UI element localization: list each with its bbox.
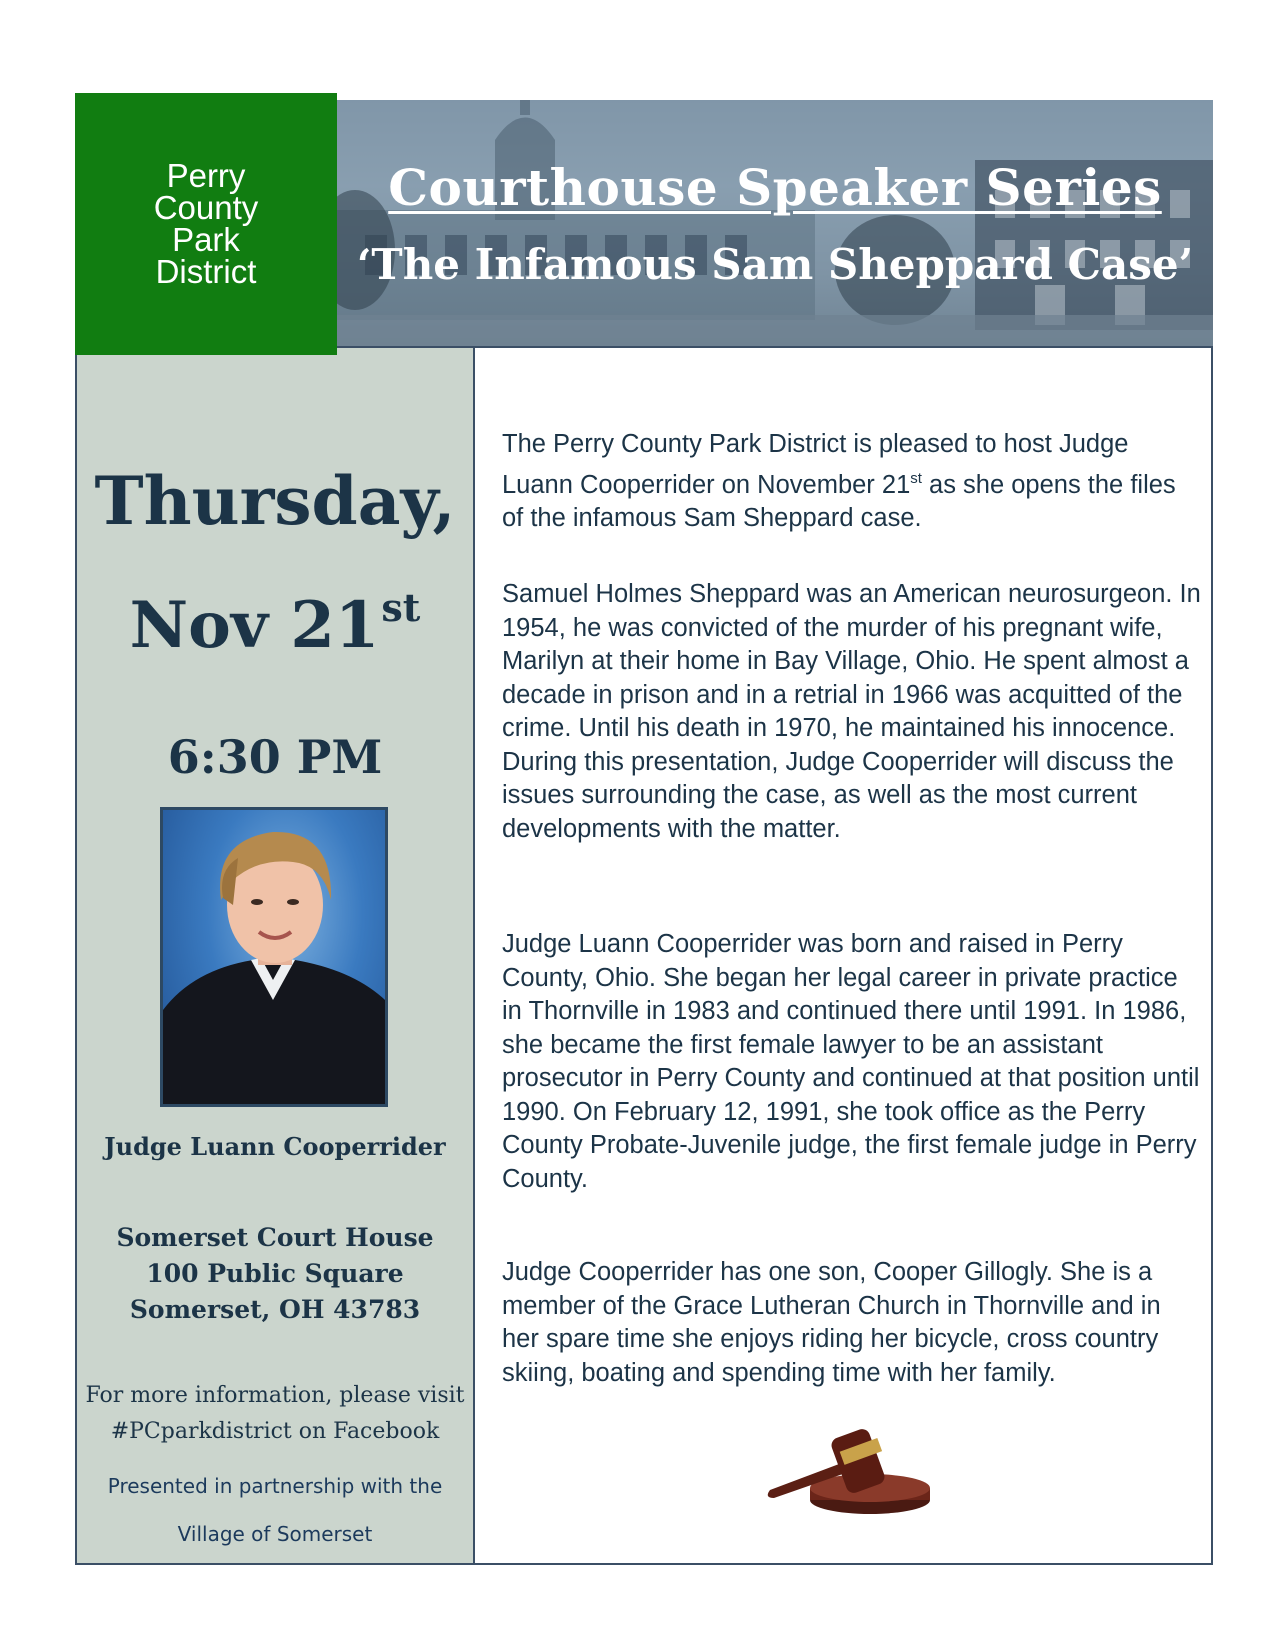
event-time: 6:30 PM: [167, 730, 383, 784]
partner-line: Presented in partnership with the: [107, 1474, 443, 1498]
speaker-photo: [160, 807, 388, 1107]
intro-paragraph: The Perry County Park District is pleased to host Judge Luann Cooperrider on November 21st as she opens the files of the infamous Sam Sheppard case.: [502, 430, 1176, 532]
event-date: [77, 585, 473, 663]
date-suffix: st: [381, 585, 421, 630]
logo-line: District: [155, 253, 257, 290]
venue-line: Somerset Court House: [116, 1223, 434, 1252]
logo-text: [126, 157, 286, 290]
personal-paragraph: Judge Cooperrider has one son, Cooper Gillogly. She is a member of the Grace Lutheran Church in Thornville and in her spare time she enjoys riding her bicycle, cross country skiing, boating and spending time with her family.: [502, 1258, 1161, 1387]
biography-paragraph: Judge Luann Cooperrider was born and raised in Perry County, Ohio. She began her legal career in private practice in Thornville in 1983 and continued there until 1991. In 1986, she became the first female lawyer to be an assistant prosecutor in Perry County and continued at that position until 1990. On February 12, 1991, she took office as the Perry County Probate-Juvenile judge, the first female judge in Perry County.: [502, 930, 1200, 1193]
partnership-text: [77, 1462, 473, 1558]
venue-line: 100 Public Square: [146, 1259, 404, 1288]
partner-line: Village of Somerset: [177, 1522, 373, 1546]
event-day: Thursday,: [94, 462, 456, 540]
speaker-name: Judge Luann Cooperrider: [104, 1132, 446, 1161]
date-main: Nov 21: [129, 588, 380, 663]
logo-line: County: [153, 189, 259, 226]
venue-line: Somerset, OH 43783: [129, 1295, 421, 1324]
info-line: #PCparkdistrict on Facebook: [110, 1419, 440, 1444]
logo-line: Perry: [166, 157, 246, 194]
case-paragraph: Samuel Holmes Sheppard was an American neurosurgeon. In 1954, he was convicted of the murder of his pregnant wife, Marilyn at their home in Bay Village, Ohio. He spent almost a decade in prison and in a retrial in 1966 was acquitted of the crime. Until his death in 1970, he maintained his innocence. During this presentation, Judge Cooperrider will discuss the issues surrounding the case, as well as the most current developments with the matter.: [502, 580, 1201, 843]
gavel-icon: [760, 1418, 940, 1518]
judge-portrait: [163, 810, 385, 1104]
more-info-text: [77, 1378, 473, 1450]
logo-line: Park: [172, 221, 240, 258]
park-district-logo: [75, 93, 337, 355]
venue-address: [77, 1220, 473, 1328]
event-subtitle: ‘The Infamous Sam Sheppard Case’: [356, 240, 1194, 289]
series-title: Courthouse Speaker Series: [388, 158, 1162, 217]
info-line: For more information, please visit: [85, 1383, 465, 1408]
